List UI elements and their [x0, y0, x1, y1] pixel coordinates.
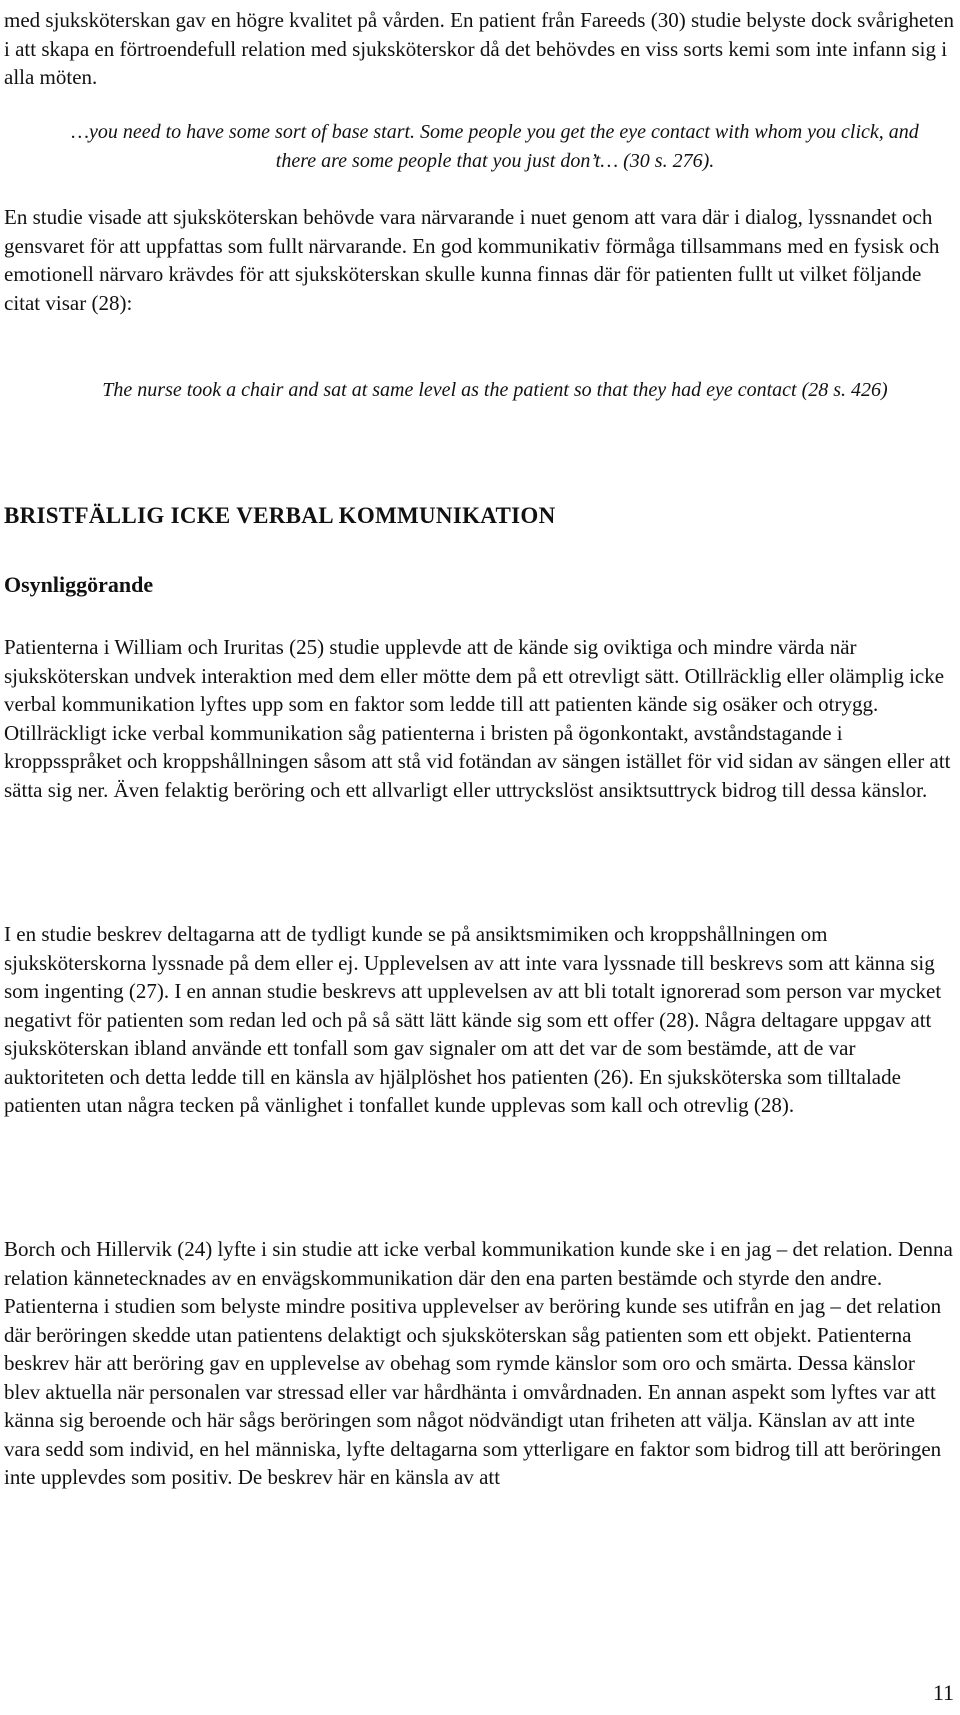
paragraph-listening: I en studie beskrev deltagarna att de tydligt kunde se på ansiktsmimiken och kroppshållningen om sjuksköterskorna lyssnade på dem eller ej. Upplevelsen av att inte vara lyssnade till beskrevs som att känna sig som ingenting (27). I en annan studie beskrevs att upplevelsen av att bli totalt ignorerad som person var mycket negativt för patienten som redan led och på så sätt lätt kände sig som ett offer (28). Några deltagare uppgav att sjuksköterskan ibland använde ett tonfall som gav signaler om att det var de som bestämde, att de var auktoriteten och detta ledde till en känsla av hjälplöshet hos patienten (26). En sjuksköterska som tilltalade patienten utan några tecken på vänlighet i tonfallet kunde upplevas som kall och otrevlig (28).	[4, 922, 942, 1117]
section-heading: BRISTFÄLLIG ICKE VERBAL KOMMUNIKATION	[4, 503, 556, 528]
subsection-heading: Osynliggörande	[4, 572, 154, 597]
page-number: 11	[932, 1680, 954, 1705]
block-quote-chair: The nurse took a chair and sat at same level as the patient so that they had eye contact (28 s. 426)	[102, 379, 888, 401]
block-quote-eye-contact: …you need to have some sort of base start. Some people you get the eye contact with whom you click, and there are some people that you just don’t… (30 s. 276).	[71, 121, 919, 172]
paragraph-touch: Borch och Hillervik (24) lyfte i sin studie att icke verbal kommunikation kunde ske i en jag – det relation. Denna relation kännetecknades av en envägskommunikation där den ena parten bestämde och styrde den andre. Patienterna i studien som belyste mindre positiva upplevelser av beröring kunde ses utifrån en jag – det relation där beröringen skedde utan patientens delaktigt och sjuksköterskan såg patienten som ett objekt. Patienterna beskrev här att beröring gav en upplevelse av obehag som rymde känslor som oro och smärta. Dessa känslor blev aktuella när personalen var stressad eller var hårdhänta i omvårdnaden. En annan aspekt som lyftes var att känna sig beroende och här sågs beröringen som något nödvändigt utan friheten att välja. Känslan av att inte vara sedd som individ, en hel människa, lyfte deltagarna som ytterligare en faktor som bidrog till att beröringen inte upplevdes som positiv. De beskrev här en känsla av att	[4, 1237, 953, 1489]
paragraph-intro: med sjuksköterskan gav en högre kvalitet på vården. En patient från Fareeds (30) studie belyste dock svårigheten i att skapa en förtroendefull relation med sjuksköterskor då det behövdes en viss sorts kemi som inte infann sig i alla möten.	[4, 8, 954, 89]
paragraph-invisibility: Patienterna i William och Iruritas (25) studie upplevde att de kände sig oviktiga och mindre värda när sjuksköterskan undvek interaktion med dem eller mötte dem på ett otrevligt sätt. Otillräcklig eller olämplig icke verbal kommunikation lyftes upp som en faktor som ledde till att patienten kände sig osäker och otrygg. Otillräckligt icke verbal kommunikation såg patienterna i bristen på ögonkontakt, avståndstagande i kroppsspråket och kroppshållningen såsom att stå vid fotändan av sängen istället för vid sidan av sängen eller att sätta sig ner. Även felaktig beröring och ett allvarligt eller uttryckslöst ansiktsuttryck bidrog till dessa känslor.	[4, 635, 951, 802]
paragraph-presence: En studie visade att sjuksköterskan behövde vara närvarande i nuet genom att vara där i dialog, lyssnandet och gensvaret för att uppfattas som fullt närvarande. En god kommunikativ förmåga tillsammans med en fysisk och emotionell närvaro krävdes för att sjuksköterskan skulle kunna finnas där för patienten fullt ut vilket följande citat visar (28):	[4, 205, 940, 315]
